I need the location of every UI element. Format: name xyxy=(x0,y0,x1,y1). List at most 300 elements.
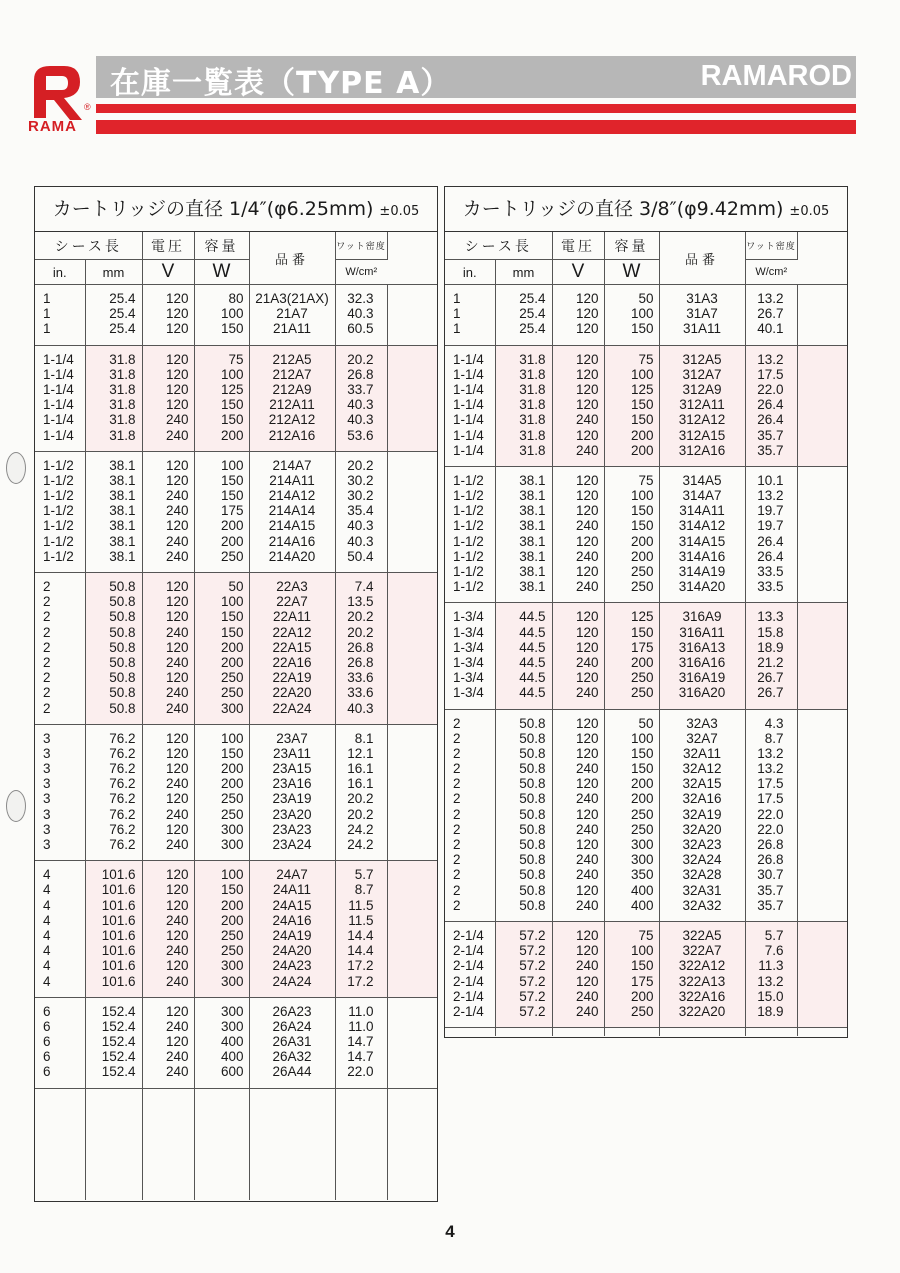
cell-part-number xyxy=(249,451,335,572)
voltage-value: 120 xyxy=(575,973,599,989)
cell-watt-density xyxy=(335,285,387,346)
table-row-group xyxy=(35,285,437,346)
brand-name: RAMAROD xyxy=(700,60,852,92)
cell-blank xyxy=(797,709,847,921)
sheath-mm-value: 101.6 xyxy=(101,897,136,913)
watt-density-value: 21.2 xyxy=(757,654,784,670)
sheath-mm-value: 31.8 xyxy=(519,412,546,428)
part-number-value: 32A12 xyxy=(682,761,722,777)
cell-capacity xyxy=(194,861,249,998)
voltage-value: 240 xyxy=(575,412,599,428)
col-part-number: 品番 xyxy=(249,232,335,285)
sheath-inch-value: 1-1/2 xyxy=(43,503,74,519)
cell-voltage xyxy=(552,345,604,466)
cell-blank xyxy=(387,451,437,572)
cell-watt-density xyxy=(745,603,797,709)
part-number-value: 316A9 xyxy=(682,609,722,625)
sheath-inch-value: 1-1/4 xyxy=(43,397,74,413)
cell-voltage xyxy=(552,709,604,921)
sheath-inch-value: 3 xyxy=(43,806,51,822)
sheath-mm-value: 50.8 xyxy=(519,806,546,822)
capacity-value: 200 xyxy=(220,654,244,670)
part-number-value: 214A7 xyxy=(272,457,312,473)
voltage-value: 120 xyxy=(575,639,599,655)
voltage-value: 240 xyxy=(165,685,189,701)
cell-sheath-mm xyxy=(495,603,552,709)
part-number-value: 24A15 xyxy=(272,897,312,913)
voltage-value: 120 xyxy=(165,457,189,473)
sheath-mm-value: 152.4 xyxy=(101,1034,136,1050)
cell-part-number xyxy=(249,997,335,1088)
cell-voltage xyxy=(142,724,194,861)
watt-density-value: 16.1 xyxy=(347,761,374,777)
capacity-value: 150 xyxy=(220,321,244,337)
part-number-value: 24A23 xyxy=(272,958,312,974)
part-number-value: 214A11 xyxy=(269,472,315,488)
cell-blank xyxy=(387,345,437,451)
part-number-value: 23A7 xyxy=(276,730,308,746)
sheath-inch-value: 4 xyxy=(43,958,51,974)
capacity-value: 80 xyxy=(228,291,244,306)
cell-part-number xyxy=(659,709,745,921)
unit-w: W xyxy=(194,260,249,285)
sheath-mm-value: 38.1 xyxy=(109,548,136,564)
voltage-value: 120 xyxy=(165,1003,189,1019)
part-number-value: 32A11 xyxy=(682,745,722,761)
sheath-inch-value: 4 xyxy=(43,882,51,898)
part-number-value: 322A7 xyxy=(682,943,722,959)
cell-capacity xyxy=(194,345,249,451)
sheath-inch-value: 1-1/2 xyxy=(43,472,74,488)
cell-blank xyxy=(797,285,847,346)
sheath-mm-value: 101.6 xyxy=(101,958,136,974)
capacity-value: 250 xyxy=(630,821,654,837)
capacity-value: 300 xyxy=(220,958,244,974)
sheath-mm-value: 44.5 xyxy=(519,624,546,640)
sheath-mm-value: 38.1 xyxy=(109,472,136,488)
sheath-mm-value: 50.8 xyxy=(109,685,136,701)
watt-density-value: 17.5 xyxy=(757,791,784,807)
part-number-value: 21A11 xyxy=(272,321,312,337)
watt-density-value: 24.2 xyxy=(347,821,374,837)
watt-density-value: 24.2 xyxy=(347,837,374,852)
sheath-mm-value: 50.8 xyxy=(519,791,546,807)
sheath-inch-value: 2-1/4 xyxy=(453,927,484,943)
capacity-value: 250 xyxy=(630,685,654,701)
cell-sheath-inch xyxy=(35,573,85,725)
sheath-mm-value: 152.4 xyxy=(101,1049,136,1065)
watt-density-value: 13.5 xyxy=(347,594,374,610)
capacity-value: 300 xyxy=(630,852,654,868)
voltage-value: 120 xyxy=(165,594,189,610)
col-voltage: 電圧 xyxy=(142,232,194,260)
part-number-value: 23A20 xyxy=(272,806,312,822)
watt-density-value: 20.2 xyxy=(347,457,374,473)
cell-sheath-inch xyxy=(35,345,85,451)
sheath-mm-value: 50.8 xyxy=(109,579,136,594)
table-row-group xyxy=(445,603,847,709)
capacity-value: 100 xyxy=(220,457,244,473)
sheath-mm-value: 50.8 xyxy=(519,882,546,898)
cell-sheath-mm xyxy=(495,466,552,603)
voltage-value: 240 xyxy=(165,837,189,852)
cell-sheath-mm xyxy=(85,345,142,451)
capacity-value: 250 xyxy=(220,685,244,701)
filler-cell xyxy=(249,1088,335,1200)
watt-density-value: 35.7 xyxy=(757,897,784,913)
watt-density-value: 26.7 xyxy=(757,685,784,701)
logo-text: RAMA xyxy=(28,118,77,135)
sheath-inch-value: 1-1/2 xyxy=(43,548,74,564)
sheath-inch-value: 1-1/4 xyxy=(453,412,484,428)
watt-density-value: 26.8 xyxy=(757,837,784,852)
capacity-value: 150 xyxy=(220,882,244,898)
part-number-value: 312A12 xyxy=(678,412,726,428)
capacity-value: 400 xyxy=(630,882,654,898)
voltage-value: 120 xyxy=(165,745,189,761)
capacity-value: 100 xyxy=(630,306,654,322)
sheath-mm-value: 31.8 xyxy=(109,366,136,382)
sheath-mm-value: 57.2 xyxy=(519,973,546,989)
capacity-value: 150 xyxy=(630,624,654,640)
sheath-inch-value: 2 xyxy=(43,639,51,655)
sheath-mm-value: 38.1 xyxy=(519,579,546,595)
sheath-inch-value: 4 xyxy=(43,897,51,913)
sheath-mm-value: 25.4 xyxy=(519,306,546,322)
capacity-value: 50 xyxy=(638,291,654,306)
voltage-value: 240 xyxy=(165,943,189,959)
voltage-value: 120 xyxy=(575,291,599,306)
voltage-value: 120 xyxy=(165,291,189,306)
voltage-value: 240 xyxy=(165,412,189,428)
part-number-value: 214A12 xyxy=(268,488,316,504)
cell-sheath-mm xyxy=(495,921,552,1027)
voltage-value: 120 xyxy=(575,837,599,852)
watt-density-value: 40.3 xyxy=(347,306,374,322)
sheath-inch-value: 1-1/4 xyxy=(43,351,74,367)
col-capacity: 容量 xyxy=(604,232,659,260)
table-row-group xyxy=(445,466,847,603)
watt-density-value: 33.7 xyxy=(347,381,374,397)
capacity-value: 200 xyxy=(630,442,654,458)
sheath-mm-value: 38.1 xyxy=(519,518,546,534)
sheath-inch-value: 6 xyxy=(43,1064,51,1080)
part-number-value: 26A23 xyxy=(272,1003,312,1019)
watt-density-value: 60.5 xyxy=(347,321,374,337)
sheath-inch-value: 2 xyxy=(43,594,51,610)
part-number-value: 31A3 xyxy=(686,291,718,306)
sheath-mm-value: 152.4 xyxy=(101,1018,136,1034)
voltage-value: 240 xyxy=(575,442,599,458)
watt-density-value: 22.0 xyxy=(347,1064,374,1080)
cell-watt-density xyxy=(335,861,387,998)
capacity-value: 200 xyxy=(220,533,244,549)
part-number-value: 212A9 xyxy=(272,381,312,397)
watt-density-value: 26.8 xyxy=(347,639,374,655)
watt-density-value: 12.1 xyxy=(347,745,374,761)
cell-capacity xyxy=(194,451,249,572)
voltage-value: 120 xyxy=(165,791,189,807)
capacity-value: 200 xyxy=(630,791,654,807)
part-number-value: 212A5 xyxy=(272,351,312,367)
part-number-value: 23A11 xyxy=(272,745,312,761)
watt-density-value: 26.4 xyxy=(757,548,784,564)
part-number-value: 314A19 xyxy=(678,564,726,579)
sheath-inch-value: 1-1/2 xyxy=(43,488,74,504)
sheath-inch-value: 1 xyxy=(453,306,461,322)
watt-density-value: 20.2 xyxy=(347,806,374,822)
sheath-inch-value: 1-1/4 xyxy=(453,442,484,458)
voltage-value: 120 xyxy=(575,776,599,792)
part-number-value: 322A5 xyxy=(682,927,722,943)
sheath-inch-value: 2 xyxy=(453,791,461,807)
voltage-value: 120 xyxy=(165,397,189,413)
part-number-value: 212A16 xyxy=(268,427,316,443)
sheath-mm-value: 31.8 xyxy=(519,397,546,413)
part-number-value: 32A32 xyxy=(682,897,722,913)
watt-density-value: 11.0 xyxy=(348,1018,374,1034)
cell-watt-density xyxy=(335,724,387,861)
voltage-value: 120 xyxy=(165,867,189,883)
part-number-value: 32A15 xyxy=(682,776,722,792)
filler-cell xyxy=(335,1088,387,1200)
watt-density-value: 8.7 xyxy=(764,730,784,746)
watt-density-value: 11.3 xyxy=(758,958,784,974)
filler-cell xyxy=(194,1088,249,1200)
capacity-value: 75 xyxy=(228,351,244,367)
capacity-value: 300 xyxy=(220,1003,244,1019)
voltage-value: 240 xyxy=(165,427,189,443)
capacity-value: 100 xyxy=(630,943,654,959)
part-number-value: 316A19 xyxy=(678,670,726,686)
cell-voltage xyxy=(142,861,194,998)
capacity-value: 50 xyxy=(228,579,244,594)
sheath-mm-value: 57.2 xyxy=(519,1003,546,1019)
part-number-value: 312A5 xyxy=(682,351,722,367)
sheath-mm-value: 101.6 xyxy=(101,943,136,959)
table-panel-three-eighth-inch xyxy=(444,186,848,1038)
voltage-value: 240 xyxy=(165,973,189,989)
part-number-value: 23A19 xyxy=(272,791,312,807)
voltage-value: 240 xyxy=(165,1049,189,1065)
cell-blank xyxy=(387,724,437,861)
part-number-value: 23A23 xyxy=(272,821,312,837)
table-row-group xyxy=(445,285,847,346)
sheath-inch-value: 2 xyxy=(453,776,461,792)
table-row-group xyxy=(35,451,437,572)
table-row-group xyxy=(35,861,437,998)
sheath-mm-value: 31.8 xyxy=(109,351,136,367)
cell-blank xyxy=(387,997,437,1088)
capacity-value: 200 xyxy=(220,639,244,655)
voltage-value: 240 xyxy=(575,988,599,1004)
sheath-mm-value: 31.8 xyxy=(109,381,136,397)
capacity-value: 400 xyxy=(220,1034,244,1050)
sheath-inch-value: 2-1/4 xyxy=(453,988,484,1004)
sheath-inch-value: 1-1/4 xyxy=(453,351,484,367)
sheath-inch-value: 2 xyxy=(43,624,51,640)
watt-density-value: 40.3 xyxy=(347,397,374,413)
voltage-value: 120 xyxy=(165,579,189,594)
unit-v: V xyxy=(552,260,604,285)
watt-density-value: 20.2 xyxy=(347,624,374,640)
capacity-value: 150 xyxy=(220,624,244,640)
capacity-value: 250 xyxy=(630,564,654,579)
watt-density-value: 18.9 xyxy=(757,1003,784,1019)
voltage-value: 240 xyxy=(575,685,599,701)
cell-voltage xyxy=(552,466,604,603)
part-number-value: 316A13 xyxy=(678,639,726,655)
sheath-mm-value: 76.2 xyxy=(109,806,136,822)
watt-density-value: 53.6 xyxy=(347,427,374,443)
sheath-mm-value: 25.4 xyxy=(109,321,136,337)
sheath-mm-value: 31.8 xyxy=(109,427,136,443)
table-caption: カートリッジの直径 3/8″(φ9.42mm) ±0.05 xyxy=(445,187,847,232)
sheath-inch-value: 1 xyxy=(453,321,461,337)
col-watt-density: ワット密度 xyxy=(745,232,797,260)
sheath-mm-value: 101.6 xyxy=(101,973,136,989)
sheath-inch-value: 1-3/4 xyxy=(453,624,484,640)
watt-density-value: 19.7 xyxy=(757,518,784,534)
watt-density-value: 4.3 xyxy=(764,715,784,731)
capacity-value: 150 xyxy=(630,321,654,337)
watt-density-value: 26.4 xyxy=(757,412,784,428)
watt-density-value: 35.4 xyxy=(347,503,374,519)
cell-voltage xyxy=(142,345,194,451)
capacity-value: 250 xyxy=(220,548,244,564)
watt-density-value: 26.7 xyxy=(757,306,784,322)
cell-part-number xyxy=(249,345,335,451)
watt-density-value: 5.7 xyxy=(764,927,784,943)
table-filler-row xyxy=(445,1028,847,1037)
capacity-value: 200 xyxy=(630,533,654,549)
watt-density-value: 20.2 xyxy=(347,351,374,367)
sheath-inch-value: 3 xyxy=(43,745,51,761)
watt-density-value: 11.5 xyxy=(348,912,374,928)
table-filler-row xyxy=(35,1088,437,1200)
unit-w: W xyxy=(604,260,659,285)
watt-density-value: 20.2 xyxy=(347,791,374,807)
voltage-value: 240 xyxy=(165,624,189,640)
watt-density-value: 30.2 xyxy=(347,472,374,488)
watt-density-value: 14.4 xyxy=(347,927,374,943)
sheath-mm-value: 57.2 xyxy=(519,943,546,959)
sheath-mm-value: 31.8 xyxy=(519,366,546,382)
sheath-mm-value: 57.2 xyxy=(519,927,546,943)
watt-density-value: 26.7 xyxy=(757,670,784,686)
cell-sheath-mm xyxy=(85,451,142,572)
sheath-inch-value: 3 xyxy=(43,730,51,746)
voltage-value: 240 xyxy=(575,579,599,595)
sheath-mm-value: 38.1 xyxy=(109,457,136,473)
cell-sheath-inch xyxy=(445,921,495,1027)
capacity-value: 150 xyxy=(630,412,654,428)
watt-density-value: 13.2 xyxy=(757,291,784,306)
part-number-value: 314A5 xyxy=(682,472,722,488)
cell-blank xyxy=(797,603,847,709)
cell-part-number xyxy=(249,573,335,725)
sheath-inch-value: 6 xyxy=(43,1034,51,1050)
capacity-value: 400 xyxy=(630,897,654,913)
capacity-value: 250 xyxy=(220,791,244,807)
capacity-value: 100 xyxy=(220,594,244,610)
watt-density-value: 11.0 xyxy=(348,1003,374,1019)
filler-cell xyxy=(797,1028,847,1037)
part-number-value: 24A20 xyxy=(272,943,312,959)
sheath-inch-value: 2 xyxy=(43,609,51,625)
watt-density-value: 50.4 xyxy=(347,548,374,564)
capacity-value: 150 xyxy=(220,609,244,625)
cell-sheath-mm xyxy=(495,709,552,921)
sheath-mm-value: 76.2 xyxy=(109,745,136,761)
sheath-mm-value: 50.8 xyxy=(109,639,136,655)
sheath-mm-value: 38.1 xyxy=(109,488,136,504)
sheath-inch-value: 1-3/4 xyxy=(453,654,484,670)
watt-density-value: 22.0 xyxy=(757,806,784,822)
part-number-value: 314A20 xyxy=(678,579,726,595)
voltage-value: 240 xyxy=(575,518,599,534)
voltage-value: 240 xyxy=(575,548,599,564)
voltage-value: 240 xyxy=(165,503,189,519)
part-number-value: 24A7 xyxy=(276,867,308,883)
capacity-value: 250 xyxy=(630,670,654,686)
voltage-value: 120 xyxy=(165,366,189,382)
part-number-value: 31A7 xyxy=(686,306,718,322)
col-blank xyxy=(797,232,847,285)
sheath-mm-value: 44.5 xyxy=(519,609,546,625)
voltage-value: 120 xyxy=(575,927,599,943)
sheath-inch-value: 1-1/2 xyxy=(453,548,484,564)
part-number-value: 212A7 xyxy=(272,366,312,382)
part-number-value: 32A16 xyxy=(682,791,722,807)
capacity-value: 300 xyxy=(220,837,244,852)
sheath-mm-value: 38.1 xyxy=(519,472,546,488)
sheath-mm-value: 31.8 xyxy=(109,412,136,428)
sheath-inch-value: 3 xyxy=(43,821,51,837)
watt-density-value: 30.7 xyxy=(757,867,784,883)
watt-density-value: 17.5 xyxy=(757,776,784,792)
watt-density-value: 14.4 xyxy=(347,943,374,959)
cell-part-number xyxy=(249,285,335,346)
capacity-value: 300 xyxy=(220,821,244,837)
voltage-value: 120 xyxy=(165,882,189,898)
capacity-value: 300 xyxy=(220,700,244,716)
cell-sheath-inch xyxy=(445,466,495,603)
sheath-inch-value: 2 xyxy=(453,837,461,852)
cell-voltage xyxy=(552,603,604,709)
cell-sheath-inch xyxy=(445,345,495,466)
part-number-value: 23A15 xyxy=(272,761,312,777)
sheath-mm-value: 44.5 xyxy=(519,639,546,655)
part-number-value: 22A20 xyxy=(272,685,312,701)
sheath-inch-value: 2 xyxy=(43,700,51,716)
sheath-inch-value: 4 xyxy=(43,912,51,928)
table-row-group xyxy=(445,921,847,1027)
voltage-value: 120 xyxy=(165,730,189,746)
part-number-value: 316A20 xyxy=(678,685,726,701)
sheath-mm-value: 50.8 xyxy=(519,761,546,777)
filler-cell xyxy=(659,1028,745,1037)
part-number-value: 212A12 xyxy=(268,412,316,428)
binder-hole-bottom xyxy=(6,790,26,822)
cell-capacity xyxy=(604,709,659,921)
voltage-value: 240 xyxy=(165,700,189,716)
watt-density-value: 16.1 xyxy=(347,776,374,792)
watt-density-value: 33.6 xyxy=(347,685,374,701)
cell-part-number xyxy=(659,466,745,603)
sheath-inch-value: 1-1/2 xyxy=(453,503,484,519)
watt-density-value: 13.2 xyxy=(757,488,784,504)
